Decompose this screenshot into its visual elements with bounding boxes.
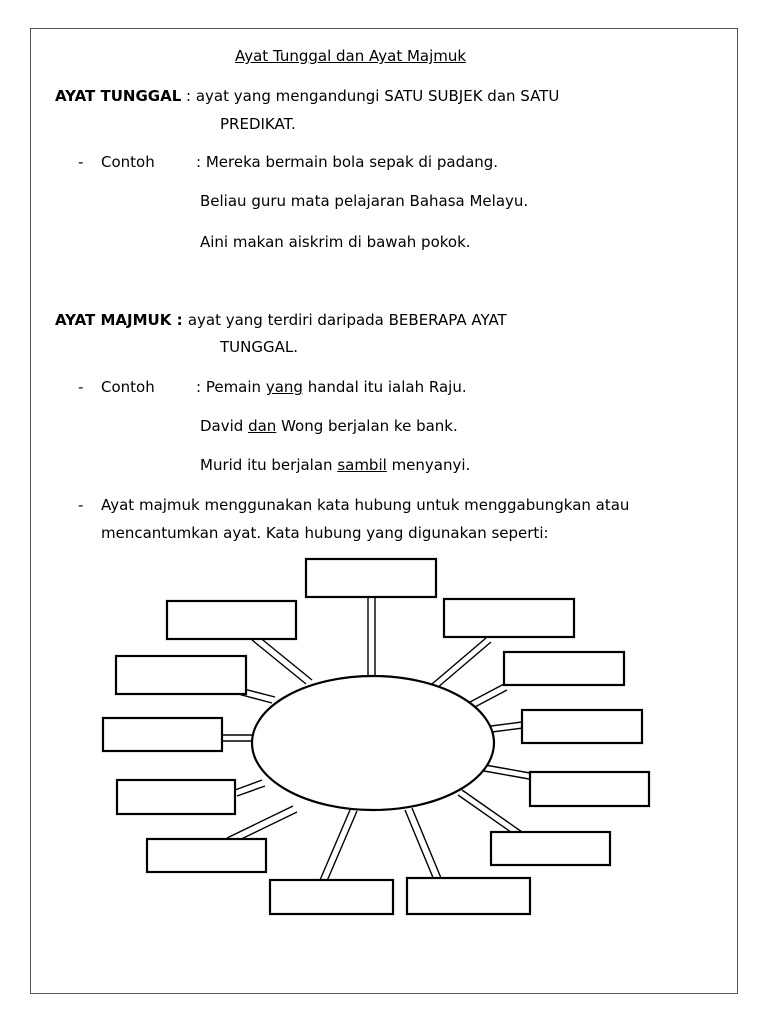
spoke-line [432,638,486,684]
answer-box-bottom-left[interactable] [270,880,393,914]
kata-hubung-yang: yang [265,378,303,396]
spoke-line [227,806,293,838]
answer-box-left-2[interactable] [116,656,246,694]
majmuk-example-3-pre: Murid itu berjalan [200,456,338,474]
tunggal-contoh-label: Contoh [101,153,155,171]
spoke-line [462,790,522,832]
majmuk-example-3-post: menyanyi. [386,456,471,474]
spoke-line [252,640,306,684]
majmuk-separator: : [171,311,188,329]
answer-box-right-4[interactable] [530,772,649,806]
spoke-line [412,808,441,878]
answer-box-upper-right[interactable] [444,599,574,637]
tunggal-contoh-colon: : [196,153,202,171]
answer-box-left-5[interactable] [147,839,266,872]
tunggal-contoh-dash: - [78,153,84,171]
note-dash: - [78,496,84,514]
spoke-line [258,636,312,680]
answer-box-right-5[interactable] [491,832,610,865]
spoke-line [470,684,504,702]
tunggal-separator: : [181,87,196,105]
majmuk-example-1-pre: Pemain [201,378,266,396]
tunggal-def-1: ayat yang mengandungi SATU SUBJEK dan SATU [195,87,560,105]
spoke-line [405,810,434,880]
spoke-line [458,795,518,837]
majmuk-def-1: ayat yang terdiri daripada BEBERAPA AYAT [187,311,507,329]
majmuk-term: AYAT MAJMUK [55,311,172,329]
majmuk-contoh-colon: : [196,378,202,396]
spoke-line [491,722,522,726]
spoke-line [492,728,523,732]
answer-box-bottom-right[interactable] [407,878,530,914]
spoke-line [327,811,357,881]
center-ellipse [252,676,494,810]
majmuk-contoh-dash: - [78,378,84,396]
tunggal-example-3: Aini makan aiskrim di bawah pokok. [200,233,471,251]
kata-hubung-sambil: sambil [337,456,387,474]
tunggal-example-2: Beliau guru mata pelajaran Bahasa Melayu. [200,192,529,210]
kata-hubung-dan: dan [248,417,277,435]
majmuk-def-2: TUNGGAL. [220,338,298,356]
answer-box-left-3[interactable] [103,718,222,751]
answer-box-left-4[interactable] [117,780,235,814]
majmuk-example-2-pre: David [200,417,249,435]
tunggal-def-2: PREDIKAT. [220,115,296,133]
majmuk-example-1-post: handal itu ialah Raju. [302,378,467,396]
spoke-line [473,690,507,708]
answer-box-upper-left[interactable] [167,601,296,639]
note-line-2: mencantumkan ayat. Kata hubung yang digunakan seperti: [101,524,549,542]
tunggal-example-1-text: Mereka bermain bola sepak di padang. [205,153,499,171]
note-line-1: Ayat majmuk menggunakan kata hubung untuk menggabungkan atau [101,496,630,514]
page-title: Ayat Tunggal dan Ayat Majmuk [235,47,467,65]
answer-box-right-2[interactable] [504,652,624,685]
majmuk-contoh-label: Contoh [101,378,155,396]
answer-box-top[interactable] [306,559,436,597]
majmuk-example-2-post: Wong berjalan ke bank. [276,417,458,435]
spoke-line [437,642,491,688]
tunggal-term: AYAT TUNGGAL [55,87,182,105]
answer-box-right-3[interactable] [522,710,642,743]
spoke-line [320,810,350,880]
